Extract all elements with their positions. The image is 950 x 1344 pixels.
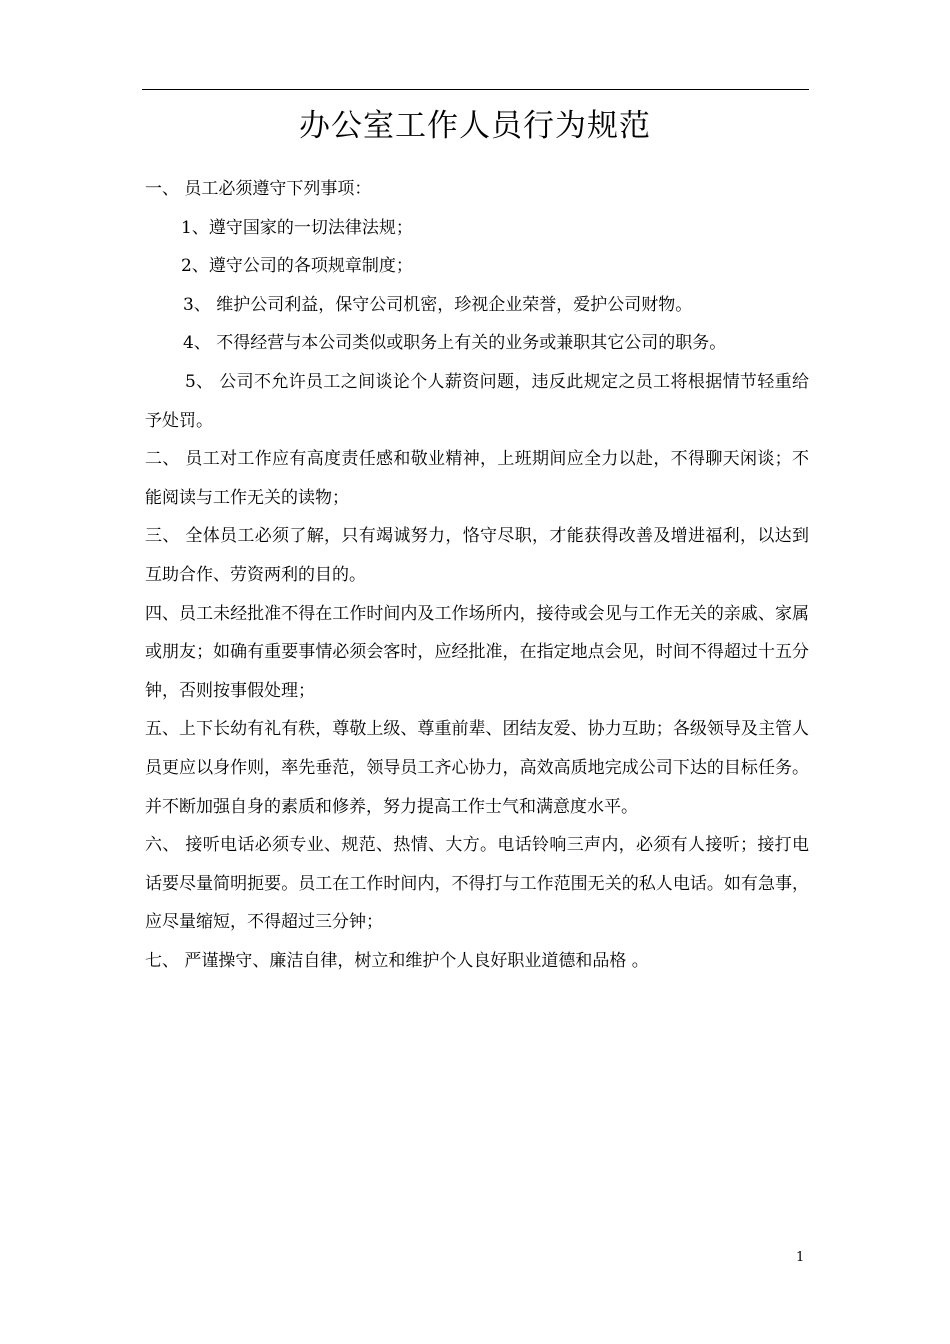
section-7: 七、 严谨操守、廉洁自律，树立和维护个人良好职业道德和品格 。 [145,950,649,971]
section-1-item-1: 1、遵守国家的一切法律法规； [181,217,413,238]
section-1-item-2: 2、遵守公司的各项规章制度； [181,256,413,277]
section-2: 二、 员工对工作应有高度责任感和敬业精神，上班期间应全力以赴，不得聊天闲谈；不能阅读与工作无关的读物； [145,449,809,508]
section-3: 三、 全体员工必须了解，只有竭诚努力，恪守尽职，才能获得改善及增进福利，以达到互助合作、劳资两利的目的。 [145,526,809,585]
section-4: 四、员工未经批准不得在工作时间内及工作场所内，接待或会见与工作无关的亲戚、家属或朋友；如确有重要事情必须会客时，应经批准，在指定地点会见，时间不得超过十五分钟，否则按事假处理； [145,603,809,701]
section-1-item-3: 3、 维护公司利益，保守公司机密，珍视企业荣誉，爱护公司财物。 [183,294,693,315]
document-body [145,170,809,980]
section-6: 六、 接听电话必须专业、规范、热情、大方。电话铃响三声内，必须有人接听；接打电话要尽量简明扼要。员工在工作时间内，不得打与工作范围无关的私人电话。如有急事，应尽量缩短，不得超过三分钟； [145,835,809,933]
header-rule [142,89,809,90]
page-title: 办公室工作人员行为规范 [299,108,651,144]
section-1-heading: 一、 员工必须遵守下列事项： [145,179,372,199]
section-1-item-4: 4、 不得经营与本公司类似或职务上有关的业务或兼职其它公司的职务。 [183,333,727,354]
page-number: 1 [796,1250,805,1265]
section-1-item-5: 5、 公司不允许员工之间谈论个人薪资问题，违反此规定之员工将根据情节轻重给予处罚。 [145,371,809,431]
section-5: 五、上下长幼有礼有秩，尊敬上级、尊重前辈、团结友爱、协力互助；各级领导及主管人员更应以身作则，率先垂范，领导员工齐心协力，高效高质地完成公司下达的目标任务。并不断加强自身的素质和修养，努力提高工作士气和满意度水平。 [145,719,809,817]
